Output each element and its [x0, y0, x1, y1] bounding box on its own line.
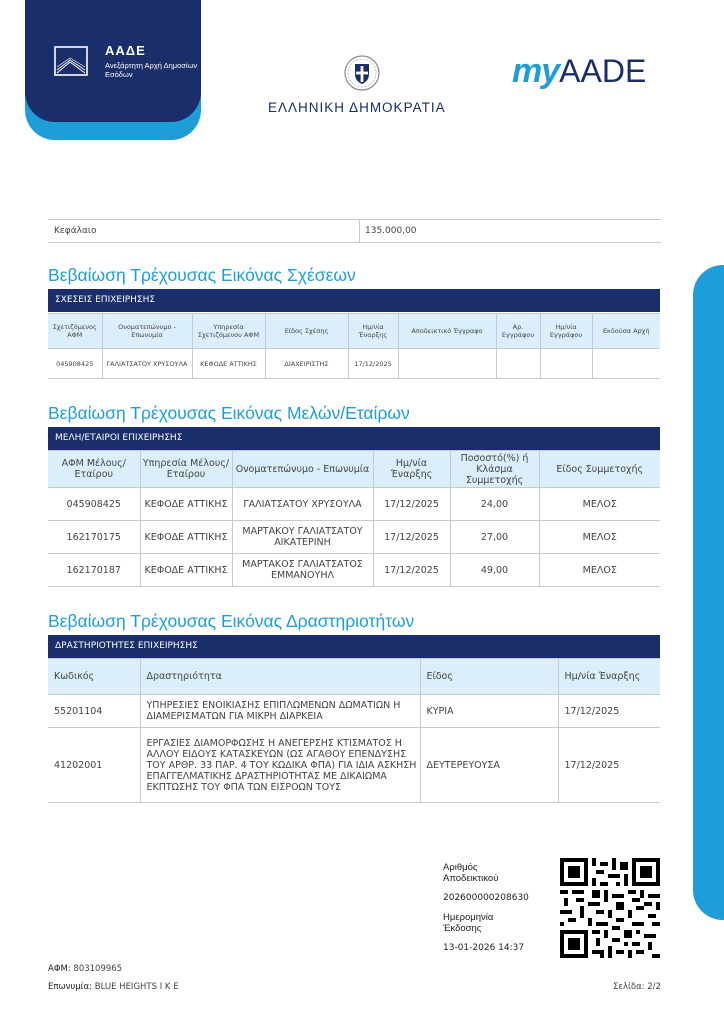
aade-name: ΑΑΔΕ	[105, 43, 146, 58]
table-cell: ΕΡΓΑΣΙΕΣ ΔΙΑΜΟΡΦΩΣΗΣ Η ΑΝΕΓΕΡΣΗΣ ΚΤΙΣΜΑΤΟΣ Η ΑΛΛΟΥ ΕΙΔΟΥΣ ΚΑΤΑΣΚΕΥΩΝ (ΩΣ ΑΓΑΘΟΥ ΕΠΕΝΔΥΣΗΣ ΤΟΥ ΑΡΘΡ. 33 ΠΑΡ. 4 ΤΟΥ ΚΩΔΙΚΑ ΦΠΑ) ΓΙΑ ΙΔΙΑ ΑΣΚΗΣΗ ΕΠΑΓΓΕΛΜΑΤΙΚΗΣ ΔΡΑΣΤΗΡΙΟΤΗΤΑΣ ΜΕ ΔΙΚΑΙΩΜΑ ΕΚΠΤΩΣΗΣ ΤΟΥ ΦΠΑ ΤΩΝ ΕΙΣΡΟΩΝ ΤΟΥΣ	[140, 728, 420, 803]
table-cell	[592, 349, 660, 379]
certificate-info	[443, 862, 533, 953]
table-cell: ΜΕΛΟΣ	[539, 488, 660, 521]
table-header-row	[48, 314, 660, 349]
table-cell: 045908425	[48, 349, 102, 379]
capital-label: Κεφάλαιο	[54, 226, 97, 236]
table-row	[48, 554, 660, 587]
table-cell: 24,00	[450, 488, 539, 521]
relations-table	[48, 313, 660, 379]
members-table	[48, 450, 660, 587]
table-cell: 41202001	[48, 728, 140, 803]
table-row	[48, 349, 660, 379]
certificate-number-label: Αριθμός Αποδεικτικού	[443, 862, 499, 884]
relations-band-label: ΣΧΕΣΕΙΣ ΕΠΙΧΕΙΡΗΣΗΣ	[55, 295, 156, 305]
table-cell: 17/12/2025	[348, 349, 398, 379]
certificate-date: 13-01-2026 14:37	[443, 943, 525, 953]
table-cell: 162170175	[48, 521, 140, 554]
members-band-label: ΜΕΛΗ/ΕΤΑΙΡΟΙ ΕΠΙΧΕΙΡΗΣΗΣ	[55, 433, 183, 443]
table-cell: ΚΕΦΟΔΕ ΑΤΤΙΚΗΣ	[140, 521, 232, 554]
table-cell: ΚΕΦΟΔΕ ΑΤΤΙΚΗΣ	[140, 554, 232, 587]
table-header: Είδος Σχέσης	[265, 314, 348, 349]
table-header: Ημ/νία Έναρξης	[373, 451, 450, 488]
table-cell: 17/12/2025	[373, 554, 450, 587]
certificate-date-label: Ημερομηνία Έκδοσης	[443, 912, 494, 934]
table-cell: 17/12/2025	[558, 695, 660, 728]
table-cell: 55201104	[48, 695, 140, 728]
myaade-logo-aade: AADE	[559, 53, 647, 89]
table-cell: 17/12/2025	[558, 728, 660, 803]
capital-row	[48, 219, 661, 243]
table-header: Υπηρεσία Μέλους/Εταίρου	[140, 451, 232, 488]
table-header: Υπηρεσία Σχετιζόμενου ΑΦΜ	[192, 314, 265, 349]
table-cell: 49,00	[450, 554, 539, 587]
members-band	[48, 427, 660, 450]
table-header: Κωδικός	[48, 659, 140, 695]
certificate-number: 202600000208630	[443, 893, 529, 903]
table-header: Εκδούσα Αρχή	[592, 314, 660, 349]
table-header: Ημ/νία Έναρξης	[558, 659, 660, 695]
members-title: Βεβαίωση Τρέχουσας Εικόνας Μελών/Εταίρων	[48, 403, 410, 423]
table-cell: ΜΕΛΟΣ	[539, 521, 660, 554]
table-header: Είδος	[420, 659, 558, 695]
relations-band	[48, 289, 660, 312]
table-cell	[398, 349, 496, 379]
table-header-row	[48, 451, 660, 488]
footer-afm	[48, 964, 122, 974]
footer-name-label: Επωνυμία:	[48, 982, 93, 992]
table-header: Σχετιζόμενος ΑΦΜ	[48, 314, 102, 349]
activities-band-label: ΔΡΑΣΤΗΡΙΟΤΗΤΕΣ ΕΠΙΧΕΙΡΗΣΗΣ	[55, 641, 198, 651]
table-row	[48, 521, 660, 554]
capital-divider	[359, 220, 360, 242]
table-header: Δραστηριότητα	[140, 659, 420, 695]
table-header: Αποδεικτικό Έγγραφο	[398, 314, 496, 349]
relations-title: Βεβαίωση Τρέχουσας Εικόνας Σχέσεων	[48, 265, 356, 285]
table-header: Ποσοστό(%) ή Κλάσμα Συμμετοχής	[450, 451, 539, 488]
table-cell: 27,00	[450, 521, 539, 554]
table-cell: ΓΑΛΙΑΤΣΑΤΟΥ ΧΡΥΣΟΥΛΑ	[102, 349, 192, 379]
table-cell	[540, 349, 592, 379]
table-header: ΑΦΜ Μέλους/Εταίρου	[48, 451, 140, 488]
aade-subtitle: Ανεξάρτητη Αρχή Δημοσίων Εσόδων	[105, 61, 198, 79]
table-cell: 162170187	[48, 554, 140, 587]
side-decoration	[693, 265, 724, 920]
aade-logo-icon	[54, 46, 88, 76]
myaade-logo	[512, 52, 646, 91]
activities-band	[48, 635, 660, 658]
capital-value: 135.000,00	[365, 226, 417, 236]
table-cell: ΚΕΦΟΔΕ ΑΤΤΙΚΗΣ	[140, 488, 232, 521]
footer-name-value: BLUE HEIGHTS I K E	[94, 982, 179, 992]
table-header: Είδος Συμμετοχής	[539, 451, 660, 488]
qr-code-icon	[560, 858, 660, 958]
table-header-row	[48, 659, 660, 695]
table-cell: ΚΥΡΙΑ	[420, 695, 558, 728]
table-cell: ΜΑΡΤΑΚΟΣ ΓΑΛΙΑΤΣΑΤΟΣ ΕΜΜΑΝΟΥΗΛ	[232, 554, 373, 587]
table-cell: ΚΕΦΟΔΕ ΑΤΤΙΚΗΣ	[192, 349, 265, 379]
table-header: Ημ/νία Εγγράφου	[540, 314, 592, 349]
table-cell: 17/12/2025	[373, 488, 450, 521]
table-header: Ονοματεπώνυμο - Επωνυμία	[232, 451, 373, 488]
table-cell	[496, 349, 540, 379]
footer-afm-value: 803109965	[73, 964, 123, 974]
table-cell: ΔΕΥΤΕΡΕΥΟΥΣΑ	[420, 728, 558, 803]
table-row	[48, 488, 660, 521]
table-header: Ονοματεπώνυμο - Επωνυμία	[102, 314, 192, 349]
table-cell: ΔΙΑΧΕΙΡΙΣΤΗΣ	[265, 349, 348, 379]
footer-afm-label: ΑΦΜ:	[48, 964, 71, 974]
table-cell: 045908425	[48, 488, 140, 521]
aade-header-block	[25, 0, 201, 140]
table-cell: ΜΑΡΤΑΚΟΥ ΓΑΛΙΑΤΣΑΤΟΥ ΑΙΚΑΤΕΡΙΝΗ	[232, 521, 373, 554]
table-row	[48, 728, 660, 803]
republic-title: ΕΛΛΗΝΙΚΗ ΔΗΜΟΚΡΑΤΙΑ	[268, 100, 446, 115]
table-cell: 17/12/2025	[373, 521, 450, 554]
table-header: Ημ/νία Έναρξης	[348, 314, 398, 349]
activities-title: Βεβαίωση Τρέχουσας Εικόνας Δραστηριοτήτων	[48, 611, 415, 631]
table-cell: ΓΑΛΙΑΤΣΑΤΟΥ ΧΡΥΣΟΥΛΑ	[232, 488, 373, 521]
page-number: Σελίδα: 2/2	[613, 982, 661, 992]
table-cell: ΥΠΗΡΕΣΙΕΣ ΕΝΟΙΚΙΑΣΗΣ ΕΠΙΠΛΩΜΕΝΩΝ ΔΩΜΑΤΙΩΝ Η ΔΙΑΜΕΡΙΣΜΑΤΩΝ ΓΙΑ ΜΙΚΡΗ ΔΙΑΡΚΕΙΑ	[140, 695, 420, 728]
footer-name	[48, 982, 179, 992]
table-header: Αρ. Εγγράφου	[496, 314, 540, 349]
table-row	[48, 695, 660, 728]
table-cell: ΜΕΛΟΣ	[539, 554, 660, 587]
myaade-logo-my: my	[512, 52, 560, 90]
greek-emblem-icon	[343, 54, 381, 92]
activities-table	[48, 658, 660, 803]
